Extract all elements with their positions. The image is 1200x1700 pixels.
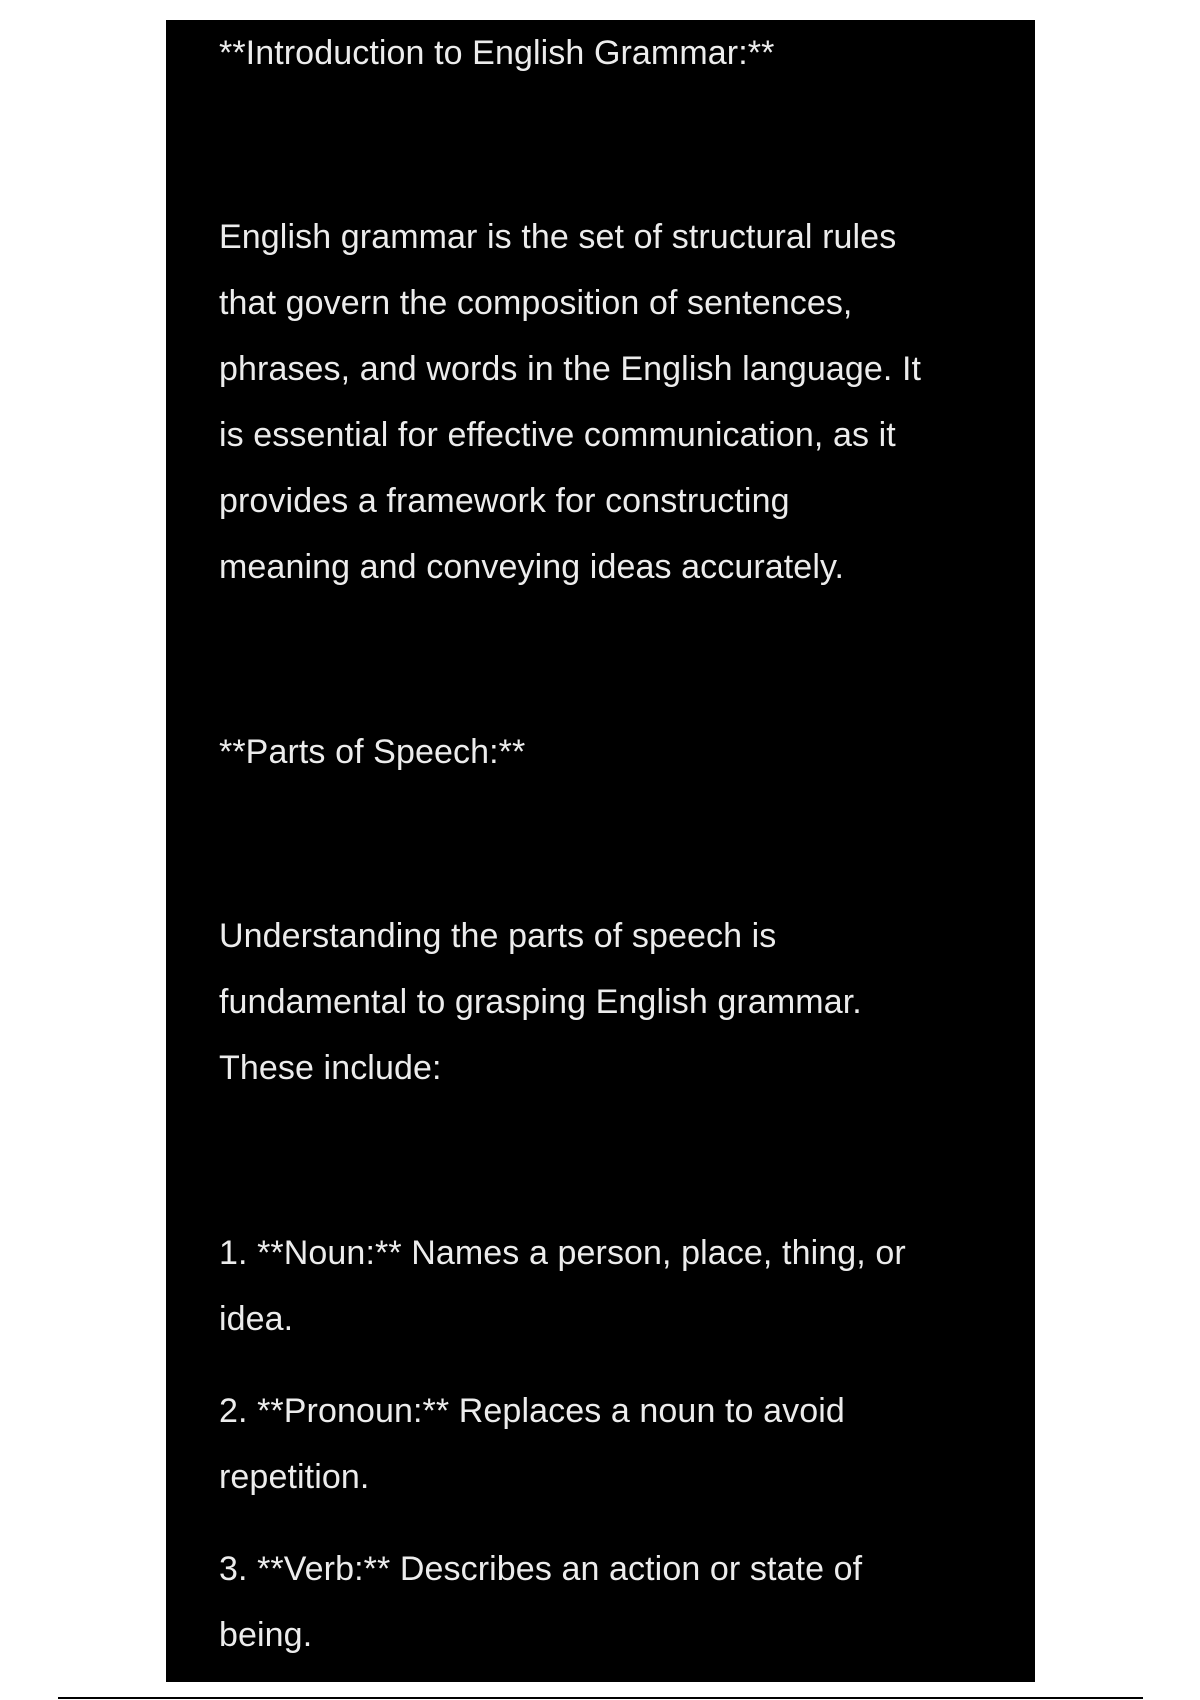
list-item-line: 1. **Noun:** Names a person, place, thing, or: [219, 1234, 906, 1272]
intro-line: English grammar is the set of structural rules: [219, 218, 897, 256]
parts-heading: **Parts of Speech:**: [219, 733, 526, 771]
intro-line: is essential for effective communication, as it: [219, 416, 896, 454]
parts-line: Understanding the parts of speech is: [219, 917, 777, 955]
intro-line: provides a framework for constructing: [219, 482, 790, 520]
spacer: [219, 1510, 995, 1536]
spacer: [219, 1352, 995, 1378]
intro-line: meaning and conveying ideas accurately.: [219, 548, 845, 586]
parts-line: These include:: [219, 1049, 442, 1087]
list-item-verb: [219, 1536, 995, 1668]
spacer: [219, 785, 995, 903]
parts-paragraph: [219, 903, 995, 1101]
spacer: [219, 1101, 995, 1220]
list-item-line: repetition.: [219, 1458, 370, 1496]
spacer: [219, 86, 995, 204]
list-item-line: 3. **Verb:** Describes an action or state of: [219, 1550, 863, 1588]
list-item-line: being.: [219, 1616, 313, 1654]
intro-line: that govern the composition of sentences,: [219, 284, 853, 322]
bottom-divider: [58, 1697, 1143, 1699]
intro-heading: **Introduction to English Grammar:**: [219, 34, 775, 72]
text-panel: [166, 20, 1035, 1682]
list-item-pronoun: [219, 1378, 995, 1510]
intro-line: phrases, and words in the English language. It: [219, 350, 922, 388]
spacer: [219, 600, 995, 719]
list-item-line: idea.: [219, 1300, 294, 1338]
list-item-line: 2. **Pronoun:** Replaces a noun to avoid: [219, 1392, 845, 1430]
list-item-noun: [219, 1220, 995, 1352]
parts-line: fundamental to grasping English grammar.: [219, 983, 862, 1021]
intro-paragraph: [219, 204, 995, 600]
